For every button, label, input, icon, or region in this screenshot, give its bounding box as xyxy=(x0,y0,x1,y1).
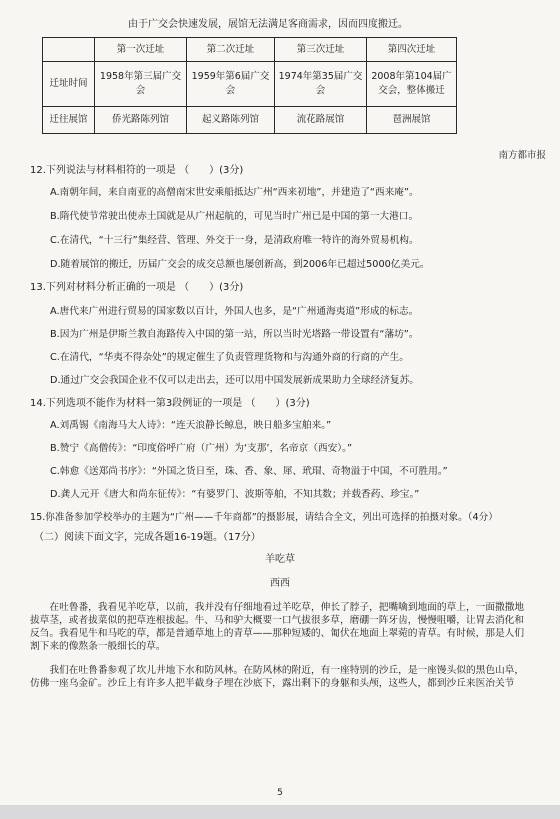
table-header-row xyxy=(43,38,457,62)
table-header-cell: 第四次迁址 xyxy=(367,38,457,62)
table-row xyxy=(43,107,457,134)
question-15: 15.你准备参加学校举办的主题为“广州——千年商都”的摄影展，请结合全文，列出可选择的拍摄对象。（4分） xyxy=(30,512,498,523)
table-cell: 1959年第6届广交会 xyxy=(187,62,275,107)
table-header-cell xyxy=(43,38,95,62)
relocation-table xyxy=(42,37,457,134)
question-12-option-a: A.南朝年间，来自南亚的高僧南宋世安乘船抵达广州“西来初地”，并建造了“西来庵”。 xyxy=(50,187,419,198)
article-paragraph-2: 我们在吐鲁番参观了坎儿井地下水和防风林。在防风林的附近，有一座特别的沙丘，是一座馒头似的黑色山阜，仿佛一座乌金矿。沙丘上有许多人把半截身子埋在沙底下，露出剩下的身躯和头颅，这些人，都到沙丘来医治关节 xyxy=(30,665,525,689)
question-13-stem: 13.下列对材料分析正确的一项是 （ ）(3分) xyxy=(30,282,244,293)
question-14-stem: 14.下列选项不能作为材料一第3段例证的一项是 （ ）(3分) xyxy=(30,398,310,409)
question-13-option-b: B.因为广州是伊斯兰教自海路传入中国的第一站，所以当时光塔路一带设置有“藩坊”。 xyxy=(50,329,419,340)
question-14-option-d: D.龚人元开《唐大和尚东征传》：“有婆罗门、波斯等舶，不知其数；并载香药、珍宝。” xyxy=(50,489,420,500)
question-13-option-c: C.在清代，“华夷不得杂处”的规定催生了负责管理货物和与沟通外商的行商的产生。 xyxy=(50,352,409,363)
table-header-cell: 第二次迁址 xyxy=(187,38,275,62)
source-attribution: 南方都市报 xyxy=(498,150,546,161)
table-row xyxy=(43,62,457,107)
question-14-option-a: A.刘禹锡《南海马大人诗》：“连天浪静长鲸息，映日船多宝舶来。” xyxy=(50,420,332,431)
article-title: 羊吃草 xyxy=(265,554,295,565)
table-cell: 琶洲展馆 xyxy=(367,107,457,134)
question-12-option-d: D.随着展馆的搬迁，历届广交会的成交总额也屡创新高，到2006年已超过5000亿美元。 xyxy=(50,259,430,270)
table-cell: 2008年第104届广交会，整体搬迁 xyxy=(367,62,457,107)
article-author: 西西 xyxy=(270,578,290,589)
question-13-option-d: D.通过广交会我国企业不仅可以走出去，还可以用中国发展新成果助力全球经济复苏。 xyxy=(50,375,419,386)
article-paragraph-1: 在吐鲁番，我看见羊吃草，以前，我并没有仔细地看过羊吃草，伸长了脖子，把嘴噙到地面的草上，一面撒撒地拔草茎，或者拔菜似的把草连根拔起。牛、马和驴大概要一口气拔很多草，磨硼一阵牙齿，慢慢咀嚼，让胃去消化和反刍。我看见牛和马吃的草，都是普通草地上的青草——那种短矮的、匍伏在地面上翠菀的青草。有时候，那是人们割下来的像熬条一般细长的草。 xyxy=(30,602,525,652)
question-12-option-b: B.隋代使节常驶出使赤土国就是从广州起航的，可见当时广州已是中国的第一大港口。 xyxy=(50,211,419,222)
table-header-cell: 第三次迁址 xyxy=(275,38,367,62)
table-cell: 迁往展馆 xyxy=(43,107,95,134)
table-cell: 侨光路陈列馆 xyxy=(95,107,187,134)
table-cell: 1958年第三届广交会 xyxy=(95,62,187,107)
page-number: 5 xyxy=(277,788,283,798)
question-12-stem: 12.下列说法与材料相符的一项是 （ ）(3分) xyxy=(30,165,244,176)
table-cell: 1974年第35届广交会 xyxy=(275,62,367,107)
table-cell: 流花路展馆 xyxy=(275,107,367,134)
table-cell: 起义路陈列馆 xyxy=(187,107,275,134)
table-header-cell: 第一次迁址 xyxy=(95,38,187,62)
question-13-option-a: A.唐代来广州进行贸易的国家数以百计，外国人也多，是“广州通海夷道”形成的标志。 xyxy=(50,306,419,317)
question-12-option-c: C.在清代，“十三行”集经营、管理、外交于一身，是清政府唯一特许的海外贸易机构。 xyxy=(50,235,419,246)
question-14-option-b: B.赞宁《高僧传》：“印度俗呼广府（广州）为‘支那’，名帝京（西安）。” xyxy=(50,443,352,454)
section-2-heading: （二）阅读下面文字，完成各题16-19题。（17分） xyxy=(34,532,261,543)
table-cell: 迁址时间 xyxy=(43,62,95,107)
bottom-strip xyxy=(0,805,560,819)
question-14-option-c: C.韩愈《送郑尚书序》：“外国之货日至，珠、香、象、犀、玳瑁、奇物溢于中国，不可胜用。” xyxy=(50,466,448,477)
intro-text: 由于广交会快速发展，展馆无法满足客商需求，因而四度搬迁。 xyxy=(128,19,408,30)
